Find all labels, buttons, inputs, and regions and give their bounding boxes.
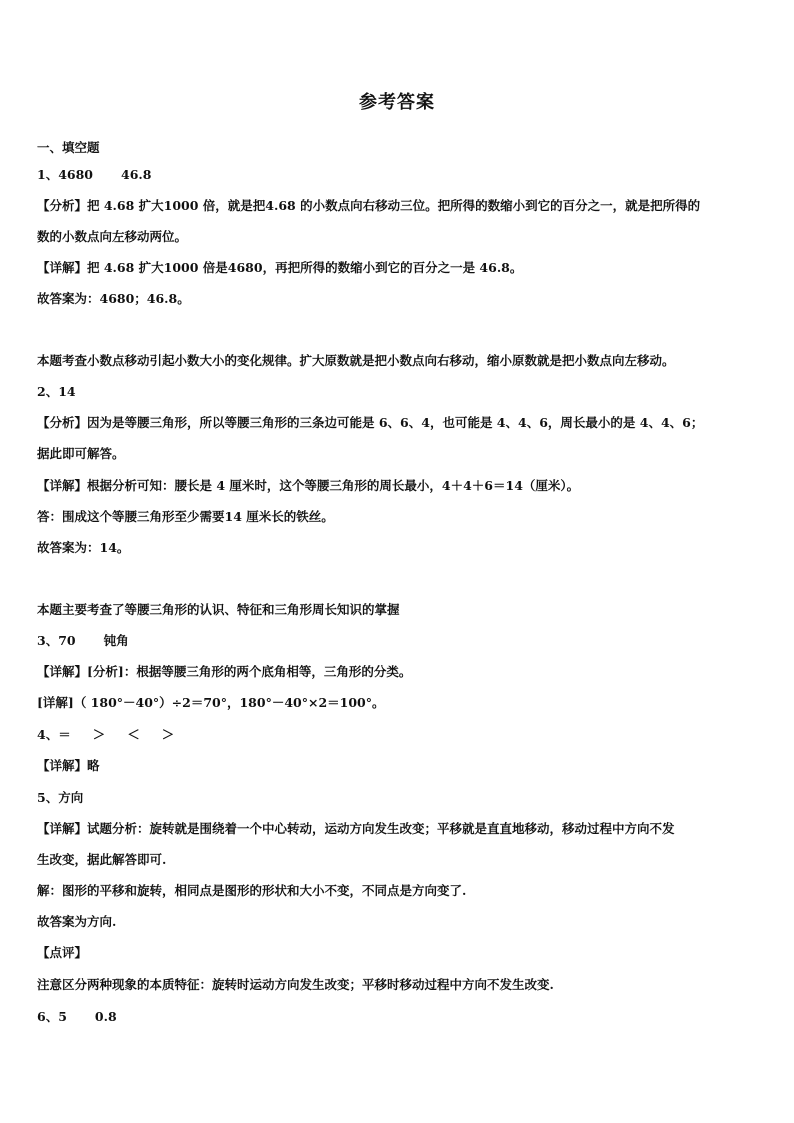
q4-label: 4、＝ xyxy=(37,727,71,742)
section-heading: 一、填空题 xyxy=(37,140,100,155)
q5-final-answer: 故答案为方向. xyxy=(37,914,117,929)
q1-label: 1、4680 xyxy=(37,167,93,182)
q3-calculation: [详解]（ 180°－40°）÷2＝70°，180°－40°×2＝100°。 xyxy=(37,695,385,710)
q2-detail: 【详解】根据分析可知：腰长是 4 厘米时，这个等腰三角形的周长最小，4＋4＋6＝14（厘米）。 xyxy=(37,478,580,493)
q2-analysis-line-2: 据此即可解答。 xyxy=(37,446,125,461)
q3-answer-line xyxy=(37,632,757,650)
q2-label: 2、14 xyxy=(37,384,76,399)
q5-comment-tag: 【点评】 xyxy=(37,945,88,960)
q5-label: 5、方向 xyxy=(37,790,84,805)
q2-final-answer: 故答案为：14。 xyxy=(37,540,130,555)
q3-label: 3、70 xyxy=(37,633,76,648)
q1-answer-line xyxy=(37,166,757,184)
q2-answer-sentence: 答：围成这个等腰三角形至少需要14 厘米长的铁丝。 xyxy=(37,509,334,524)
q4-symbol-2: ＞ xyxy=(92,727,106,742)
q5-detail-line-2: 生改变，据此解答即可. xyxy=(37,852,167,867)
q1-analysis-line-2: 数的小数点向左移动两位。 xyxy=(37,229,188,244)
q5-solution: 解：图形的平移和旋转，相同点是图形的形状和大小不变，不同点是方向变了. xyxy=(37,883,467,898)
q3-detail: 【详解】[分析]：根据等腰三角形的两个底角相等，三角形的分类。 xyxy=(37,664,412,679)
q4-symbol-4: ＞ xyxy=(161,727,175,742)
q4-symbol-3: ＜ xyxy=(127,727,140,742)
q1-detail: 【详解】把 4.68 扩大1000 倍是4680，再把所得的数缩小到它的百分之一是 46.8。 xyxy=(37,260,523,275)
q2-analysis-line-1: 【分析】因为是等腰三角形，所以等腰三角形的三条边可能是 6、6、4，也可能是 4、4、6，周长最小的是 4、4、6； xyxy=(37,415,704,430)
q4-detail: 【详解】略 xyxy=(37,758,100,773)
q5-detail-line-1: 【详解】试题分析：旋转就是围绕着一个中心转动，运动方向发生改变；平移就是直直地移动，移动过程中方向不发 xyxy=(37,821,675,836)
q6-answer-2: 0.8 xyxy=(94,1009,117,1024)
q2-comment: 本题主要考查了等腰三角形的认识、特征和三角形周长知识的掌握 xyxy=(37,602,400,617)
q1-final-answer: 故答案为：4680；46.8。 xyxy=(37,291,190,306)
page-title: 参考答案 xyxy=(359,92,435,113)
q1-analysis-line-1: 【分析】把 4.68 扩大1000 倍，就是把4.68 的小数点向右移动三位。把所得的数缩小到它的百分之一，就是把所得的 xyxy=(37,198,701,213)
q3-answer-2: 钝角 xyxy=(103,633,129,648)
q4-answer-line xyxy=(37,726,757,744)
q1-answer-2: 46.8 xyxy=(121,167,152,182)
q6-label: 6、5 xyxy=(37,1009,67,1024)
q5-comment: 注意区分两种现象的本质特征：旋转时运动方向发生改变；平移时移动过程中方向不发生改变. xyxy=(37,977,554,992)
q1-comment: 本题考查小数点移动引起小数大小的变化规律。扩大原数就是把小数点向右移动，缩小原数就是把小数点向左移动。 xyxy=(37,353,675,368)
q6-answer-line xyxy=(37,1008,757,1026)
